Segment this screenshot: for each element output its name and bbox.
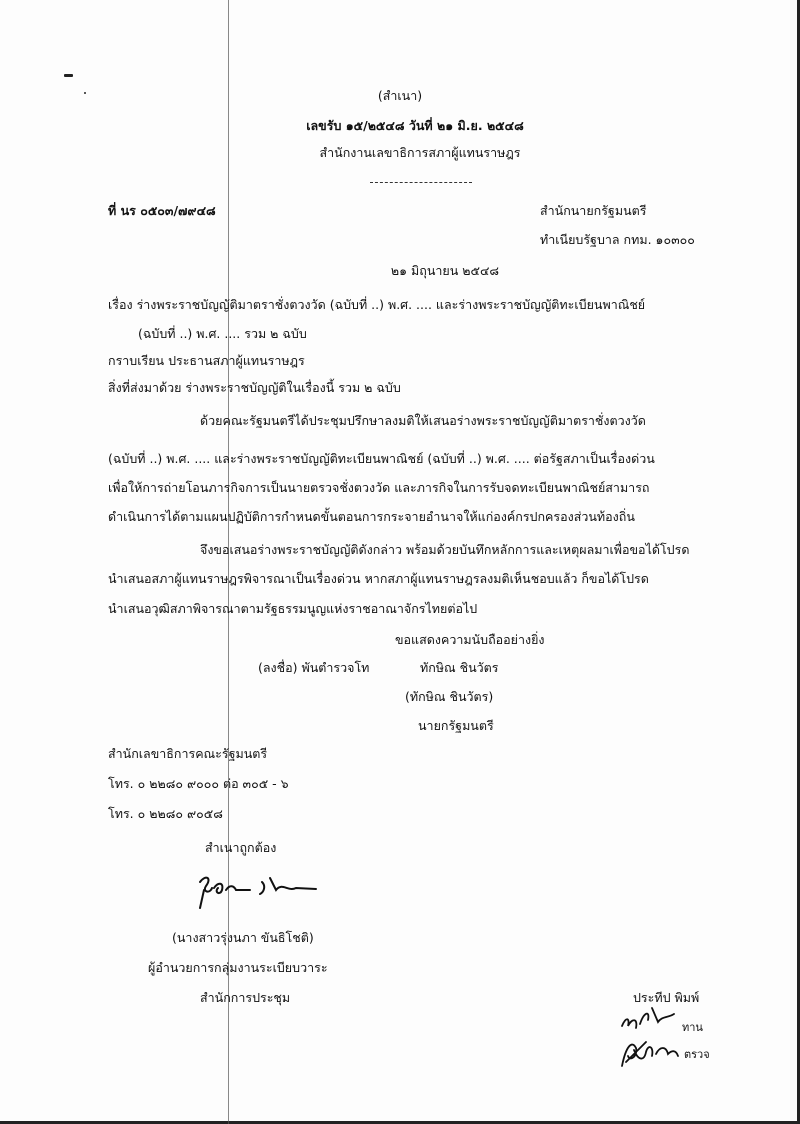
body-para1-line: ด้วยคณะรัฐมนตรีได้ประชุมปรึกษาลงมติให้เสนอร่างพระราชบัญญัติมาตราชั่งตวงวัด [200,413,646,428]
closing-respect: ขอแสดงความนับถืออย่างยิ่ง [395,632,545,647]
letter-date: ๒๑ มิถุนายน ๒๕๔๘ [390,263,500,278]
contact-tel: โทร. ๐ ๒๒๘๐ ๙๐๐๐ ต่อ ๓๐๕ - ๖ [108,776,289,791]
subject-line-2: (ฉบับที่ ..) พ.ศ. .... รวม ๒ ฉบับ [138,326,307,341]
subject-line-1: เรื่อง ร่างพระราชบัญญัติมาตราชั่งตวงวัด (ฉบับที่ ..) พ.ศ. .... และร่างพระราชบัญญัติทะเบียนพาณิชย์ [108,297,646,312]
salutation: กราบเรียน ประธานสภาผู้แทนราษฎร [108,353,305,368]
separator-line [370,182,472,183]
signer-name-paren: (ทักษิณ ชินวัตร) [405,689,494,704]
certifier-department: สำนักการประชุม [200,990,291,1005]
body-para2-line: จึงขอเสนอร่างพระราชบัญญัติดังกล่าว พร้อมด้วยบันทึกหลักการและเหตุผลมาเพื่อขอได้โปรด [200,542,690,557]
scan-speck [64,74,73,77]
body-para1-line: เพื่อให้การถ่ายโอนภารกิจการเป็นนายตรวจชั่งตวงวัด และภารกิจในการรับจดทะเบียนพาณิชย์สามารถ [108,480,650,495]
certifier-name: (นางสาวรุ่งนภา ขันธิโชติ) [172,930,314,945]
scan-speck [84,92,86,94]
signer-name: ทักษิณ ชินวัตร [420,660,499,675]
body-para2-line: นำเสนอสภาผู้แทนราษฎรพิจารณาเป็นเรื่องด่วน หากสภาผู้แทนราษฎรลงมติเห็นชอบแล้ว ก็ขอได้โปรด [108,571,649,586]
contact-office: สำนักเลขาธิการคณะรัฐมนตรี [108,746,268,761]
typist-initial-signature [618,1004,688,1036]
signer-position: นายกรัฐมนตรี [418,718,494,733]
sender-org: สำนักนายกรัฐมนตรี [540,203,647,218]
enclosure: สิ่งที่ส่งมาด้วย ร่างพระราชบัญญัติในเรื่องนี้ รวม ๒ ฉบับ [108,380,401,395]
fold-line [228,0,229,1124]
checker-label: ตรวจ [684,1048,710,1061]
receipt-stamp: เลขรับ ๑๕/๒๕๔๘ วันที่ ๒๑ มิ.ย. ๒๕๔๘ [306,118,524,133]
body-para1-line: (ฉบับที่ ..) พ.ศ. .... และร่างพระราชบัญญัติทะเบียนพาณิชย์ (ฉบับที่ ..) พ.ศ. .... ต่อรัฐสภาเป็นเรื่องด่วน [108,451,655,466]
reference-number: ที่ นร ๐๕๐๓/๗๙๔๘ [108,203,216,218]
copy-label: (สำเนา) [377,88,423,103]
body-para2-line: นำเสนอวุฒิสภาพิจารณาตามรัฐธรรมนูญแห่งราชอาณาจักรไทยต่อไป [108,601,478,616]
signed-label: (ลงชื่อ) พันตำรวจโท [258,660,370,675]
checker-signature [616,1036,686,1070]
body-para1-line: ดำเนินการได้ตามแผนปฏิบัติการกำหนดขั้นตอนการกระจายอำนาจให้แก่องค์กรปกครองส่วนท้องถิ่น [108,509,635,524]
typist-initial-label: ทาน [682,1021,703,1034]
certifier-signature [192,868,322,916]
contact-fax: โทร. ๐ ๒๒๘๐ ๙๐๕๘ [108,806,223,821]
sender-address: ทำเนียบรัฐบาล กทม. ๑๐๓๐๐ [540,232,695,247]
typist-mark: ประทีป พิมพ์ [633,990,700,1005]
receiving-office: สำนักงานเลขาธิการสภาผู้แทนราษฎร [319,145,521,160]
certifier-title: ผู้อำนวยการกลุ่มงานระเบียบวาระ [148,960,328,975]
certified-copy-label: สำเนาถูกต้อง [205,840,277,855]
